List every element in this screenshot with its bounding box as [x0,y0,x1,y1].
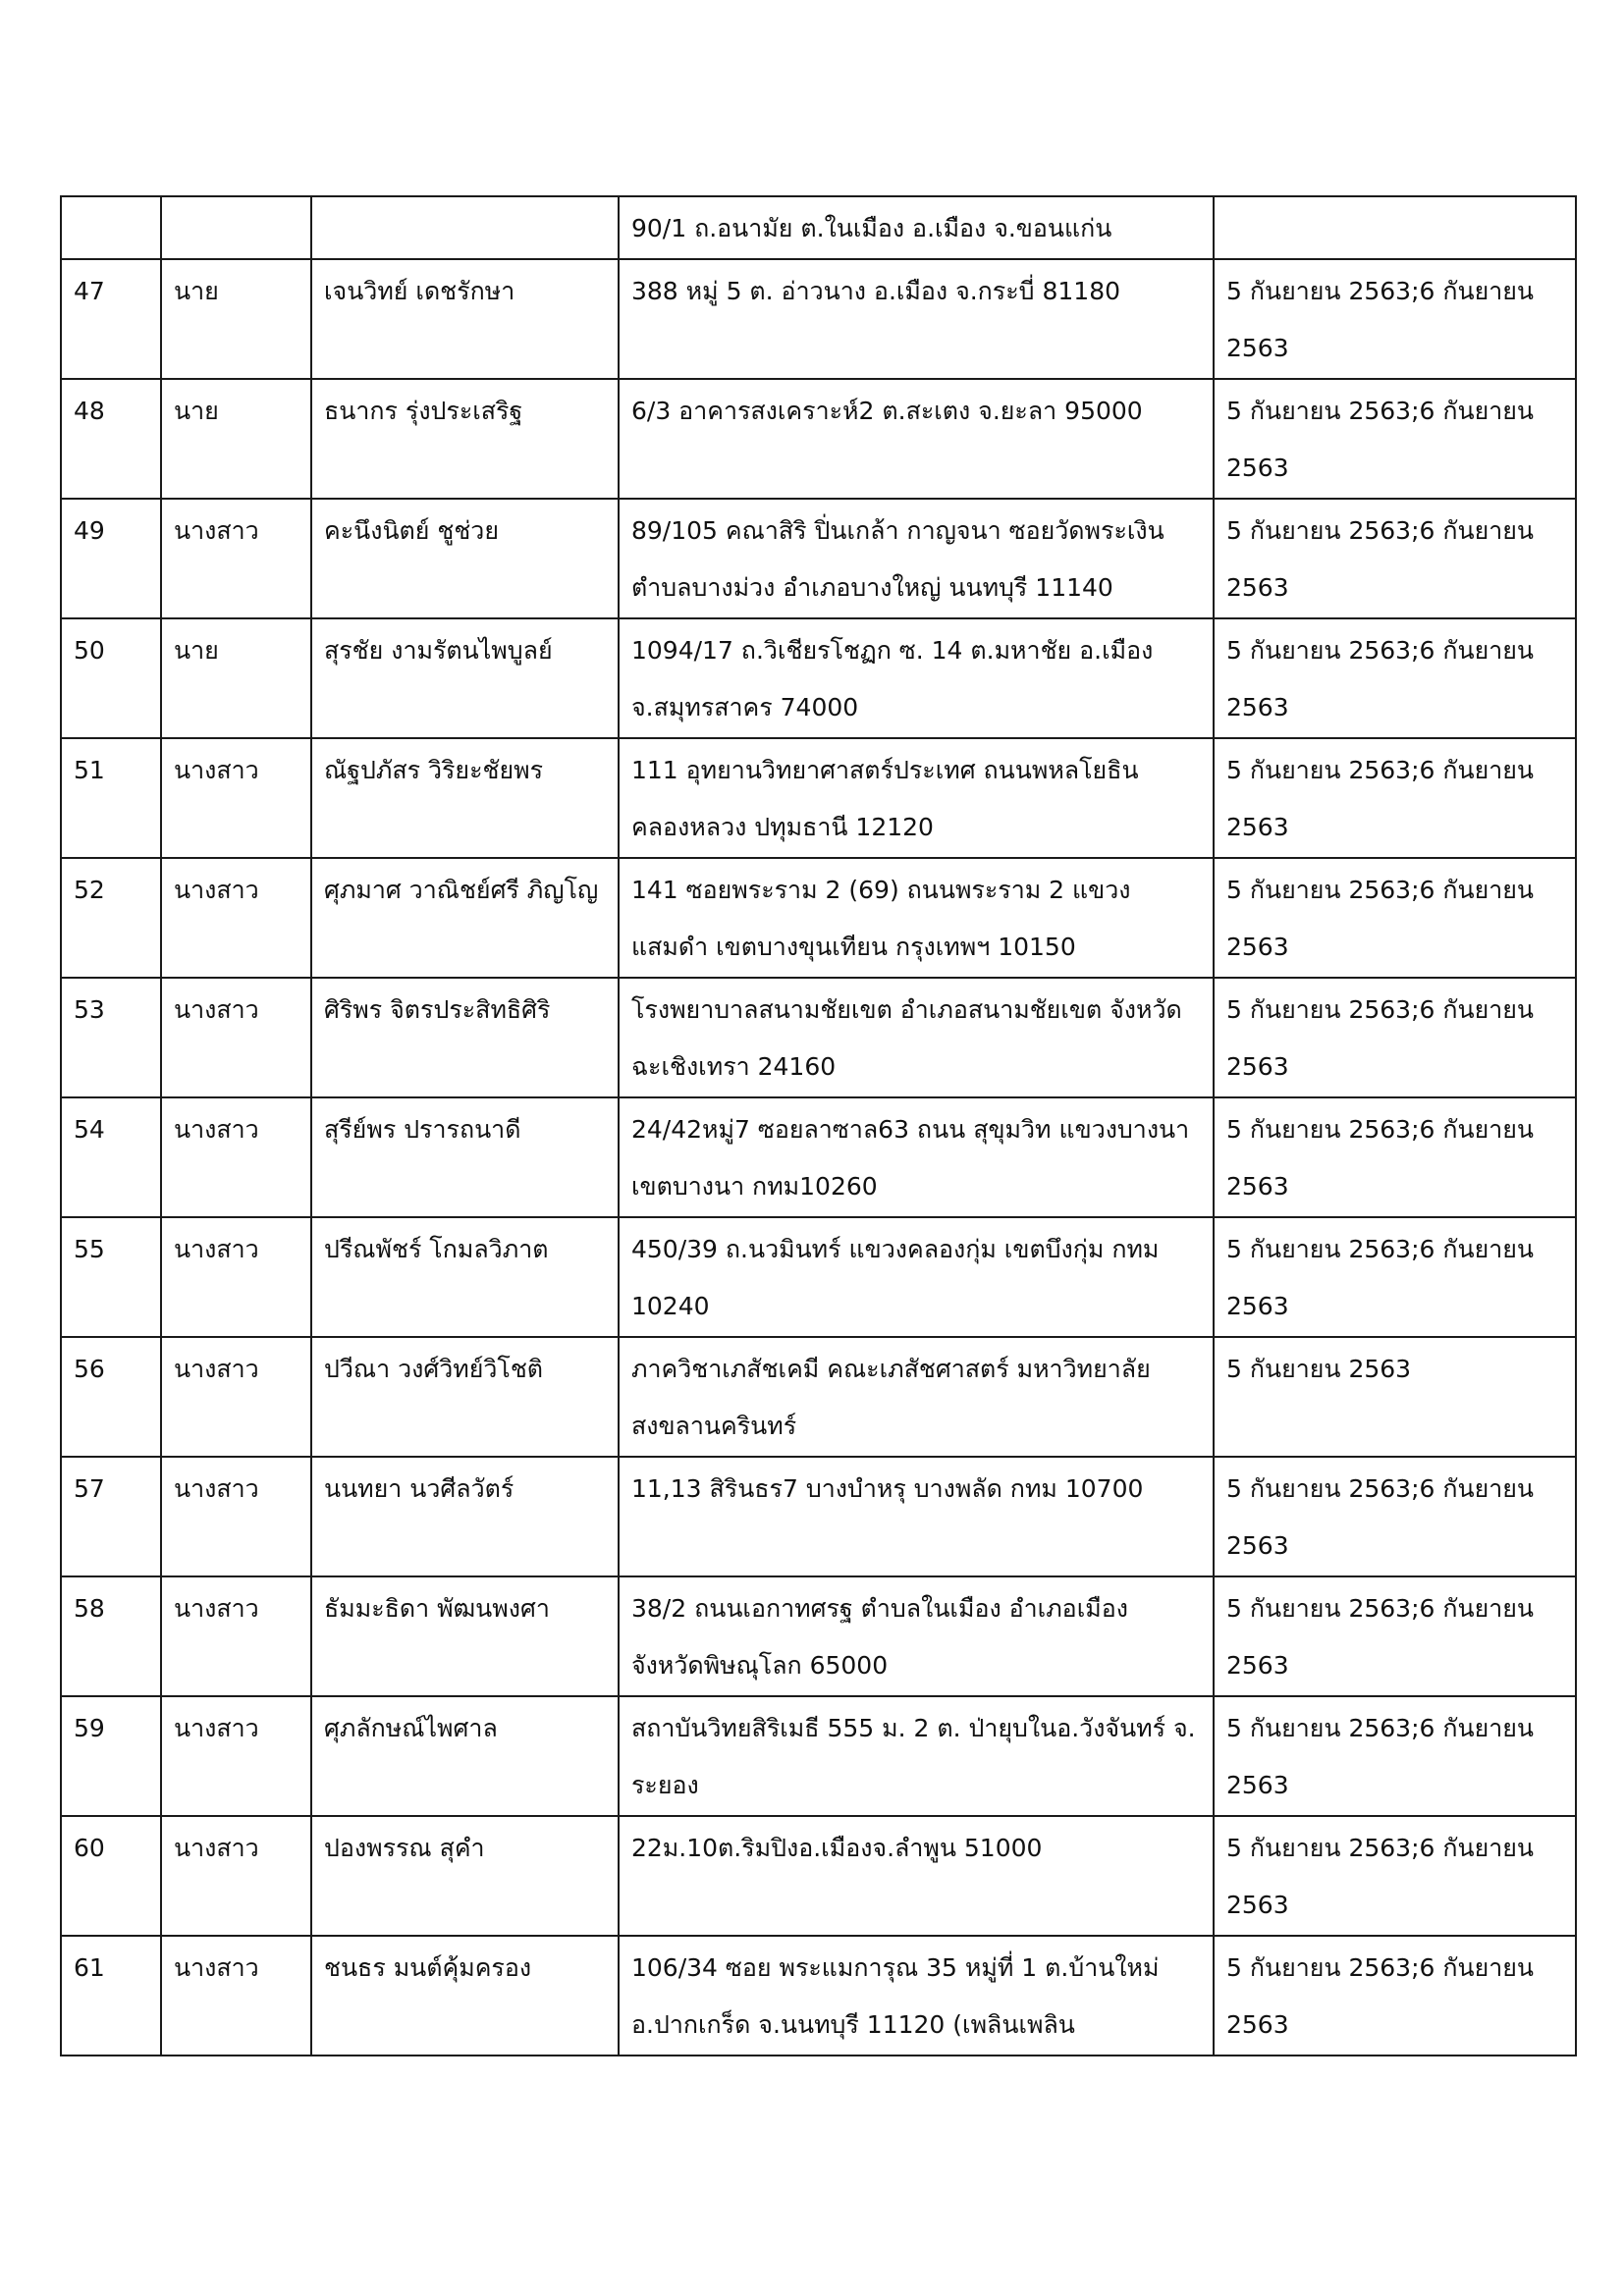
row-number: 49 [61,499,161,618]
table-row [61,259,1576,379]
attendance-dates: 5 กันยายน 2563;6 กันยายน 2563 [1214,738,1576,858]
attendance-dates: 5 กันยายน 2563;6 กันยายน 2563 [1214,1576,1576,1696]
row-number: 58 [61,1576,161,1696]
row-number: 52 [61,858,161,978]
name-title: นางสาว [161,1936,311,2056]
address: โรงพยาบาลสนามชัยเขต อำเภอสนามชัยเขต จังหวัดฉะเชิงเทรา 24160 [619,978,1214,1097]
attendance-dates: 5 กันยายน 2563;6 กันยายน 2563 [1214,1696,1576,1816]
row-number: 61 [61,1936,161,2056]
name-title: นางสาว [161,1217,311,1337]
table-row [61,1337,1576,1457]
full-name: ปรีณพัชร์ โกมลวิภาต [311,1217,619,1337]
name-title: นางสาว [161,1816,311,1936]
address: 450/39 ถ.นวมินทร์ แขวงคลองกุ่ม เขตบึงกุ่ม กทม 10240 [619,1217,1214,1337]
row-number: 57 [61,1457,161,1576]
table-row [61,499,1576,618]
table-row [61,1217,1576,1337]
name-title: นางสาว [161,1097,311,1217]
row-number: 51 [61,738,161,858]
name-title: นางสาว [161,858,311,978]
full-name: คะนึงนิตย์ ชูช่วย [311,499,619,618]
full-name: ธัมมะธิดา พัฒนพงศา [311,1576,619,1696]
row-number [61,196,161,259]
name-title: นางสาว [161,1576,311,1696]
table-row [61,1457,1576,1576]
name-title: นาย [161,259,311,379]
address: 11,13 สิรินธร7 บางบำหรุ บางพลัด กทม 10700 [619,1457,1214,1576]
address: 90/1 ถ.อนามัย ต.ในเมือง อ.เมือง จ.ขอนแก่น [619,196,1214,259]
row-number: 56 [61,1337,161,1457]
full-name: ศิริพร จิตรประสิทธิศิริ [311,978,619,1097]
attendance-dates: 5 กันยายน 2563;6 กันยายน 2563 [1214,259,1576,379]
address: 89/105 คณาสิริ ปิ่นเกล้า กาญจนา ซอยวัดพระเงิน ตำบลบางม่วง อำเภอบางใหญ่ นนทบุรี 11140 [619,499,1214,618]
table-row [61,978,1576,1097]
full-name: ศุภมาศ วาณิชย์ศรี ภิญโญ [311,858,619,978]
attendance-dates: 5 กันยายน 2563;6 กันยายน 2563 [1214,379,1576,499]
table-row [61,858,1576,978]
full-name: สุรีย์พร ปรารถนาดี [311,1097,619,1217]
full-name: ศุภลักษณ์ไพศาล [311,1696,619,1816]
name-title: นาย [161,379,311,499]
table-body [61,196,1576,2056]
address: 38/2 ถนนเอกาทศรฐ ตำบลในเมือง อำเภอเมือง จังหวัดพิษณุโลก 65000 [619,1576,1214,1696]
row-number: 59 [61,1696,161,1816]
table-row [61,1097,1576,1217]
address: 24/42หมู่7 ซอยลาซาล63 ถนน สุขุมวิท แขวงบางนา เขตบางนา กทม10260 [619,1097,1214,1217]
name-title: นางสาว [161,1457,311,1576]
table-row [61,196,1576,259]
row-number: 60 [61,1816,161,1936]
attendance-dates: 5 กันยายน 2563;6 กันยายน 2563 [1214,1936,1576,2056]
full-name: สุรชัย งามรัตนไพบูลย์ [311,618,619,738]
address: 6/3 อาคารสงเคราะห์2 ต.สะเตง จ.ยะลา 95000 [619,379,1214,499]
full-name: เจนวิทย์ เดชรักษา [311,259,619,379]
full-name: ปองพรรณ สุคำ [311,1816,619,1936]
attendance-dates: 5 กันยายน 2563;6 กันยายน 2563 [1214,978,1576,1097]
row-number: 55 [61,1217,161,1337]
attendance-dates: 5 กันยายน 2563;6 กันยายน 2563 [1214,1217,1576,1337]
attendance-dates [1214,196,1576,259]
table-row [61,738,1576,858]
row-number: 47 [61,259,161,379]
attendance-dates: 5 กันยายน 2563;6 กันยายน 2563 [1214,1097,1576,1217]
attendance-dates: 5 กันยายน 2563 [1214,1337,1576,1457]
full-name [311,196,619,259]
address: 1094/17 ถ.วิเชียรโชฏก ซ. 14 ต.มหาชัย อ.เมือง จ.สมุทรสาคร 74000 [619,618,1214,738]
full-name: ชนธร มนต์คุ้มครอง [311,1936,619,2056]
attendance-dates: 5 กันยายน 2563;6 กันยายน 2563 [1214,1457,1576,1576]
address: สถาบันวิทยสิริเมธี 555 ม. 2 ต. ป่ายุบในอ.วังจันทร์ จ. ระยอง [619,1696,1214,1816]
address: 106/34 ซอย พระแมการุณ 35 หมู่ที่ 1 ต.บ้านใหม่ อ.ปากเกร็ด จ.นนทบุรี 11120 (เพลินเพลิน [619,1936,1214,2056]
name-title: นาย [161,618,311,738]
address: 22ม.10ต.ริมปิงอ.เมืองจ.ลำพูน 51000 [619,1816,1214,1936]
address: ภาควิชาเภสัชเคมี คณะเภสัชศาสตร์ มหาวิทยาลัยสงขลานครินทร์ [619,1337,1214,1457]
name-title: นางสาว [161,499,311,618]
name-title: นางสาว [161,978,311,1097]
row-number: 48 [61,379,161,499]
full-name: ธนากร รุ่งประเสริฐ [311,379,619,499]
name-title: นางสาว [161,1696,311,1816]
row-number: 50 [61,618,161,738]
attendance-dates: 5 กันยายน 2563;6 กันยายน 2563 [1214,858,1576,978]
row-number: 53 [61,978,161,1097]
address: 111 อุทยานวิทยาศาสตร์ประเทศ ถนนพหลโยธิน คลองหลวง ปทุมธานี 12120 [619,738,1214,858]
table-row [61,618,1576,738]
table-row [61,1816,1576,1936]
table-row [61,1936,1576,2056]
table-row [61,1576,1576,1696]
row-number: 54 [61,1097,161,1217]
attendance-dates: 5 กันยายน 2563;6 กันยายน 2563 [1214,1816,1576,1936]
address: 141 ซอยพระราม 2 (69) ถนนพระราม 2 แขวงแสมดำ เขตบางขุนเทียน กรุงเทพฯ 10150 [619,858,1214,978]
attendance-dates: 5 กันยายน 2563;6 กันยายน 2563 [1214,618,1576,738]
full-name: ณัฐปภัสร วิริยะชัยพร [311,738,619,858]
table-row [61,1696,1576,1816]
name-title: นางสาว [161,738,311,858]
full-name: ปวีณา วงศ์วิทย์วิโชติ [311,1337,619,1457]
attendance-dates: 5 กันยายน 2563;6 กันยายน 2563 [1214,499,1576,618]
full-name: นนทยา นวศีลวัตร์ [311,1457,619,1576]
address: 388 หมู่ 5 ต. อ่าวนาง อ.เมือง จ.กระบี่ 81180 [619,259,1214,379]
name-title: นางสาว [161,1337,311,1457]
registrant-table [60,195,1577,2056]
table-row [61,379,1576,499]
name-title [161,196,311,259]
